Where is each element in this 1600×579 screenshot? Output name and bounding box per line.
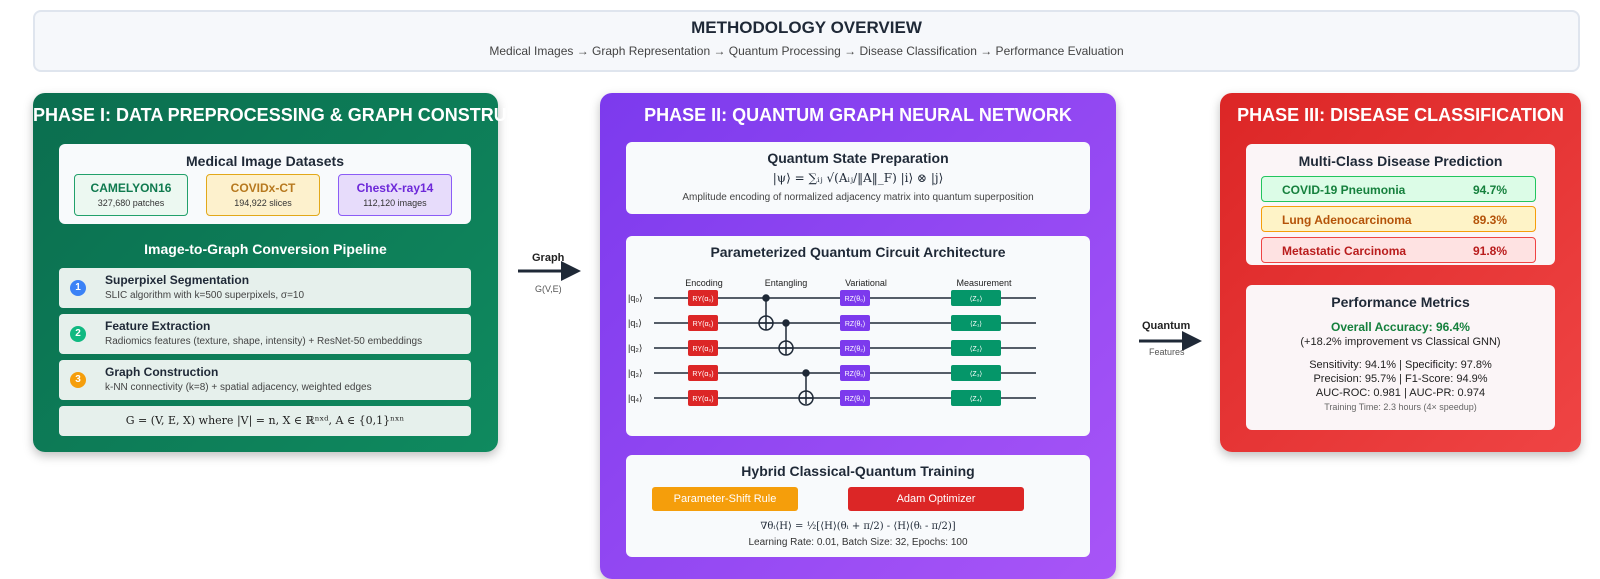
- metric-line: Sensitivity: 94.1% | Specificity: 97.8%: [1309, 359, 1492, 371]
- measurement-gate-label: ⟨Z₀⟩: [969, 296, 983, 303]
- quantum-circuit: [626, 236, 1090, 436]
- graph-formula: G = (V, E, X) where |V| = n, X ∈ ℝⁿˣᵈ, A ∈ {0,1}ⁿˣⁿ: [59, 406, 471, 436]
- qubit-row: [628, 340, 1036, 356]
- phase1-title: PHASE I: DATA PREPROCESSING & GRAPH CONSTRUCTION: [33, 105, 563, 125]
- dataset-count: 194,922 slices: [234, 198, 292, 208]
- parameter-shift-button[interactable]: Parameter-Shift Rule: [652, 487, 798, 511]
- qubit-label: |q₂⟩: [628, 343, 643, 353]
- prediction-metastatic: [1261, 237, 1536, 263]
- step-feature-extraction: [59, 314, 471, 354]
- stage-label: Measurement: [956, 278, 1012, 288]
- metrics-card: [1246, 285, 1555, 430]
- qubit-row: [628, 390, 1036, 406]
- overview-title: METHODOLOGY OVERVIEW: [691, 18, 922, 37]
- prediction-lung: [1261, 206, 1536, 232]
- prediction-title: Multi-Class Disease Prediction: [1298, 153, 1503, 169]
- variational-gate-label: RZ(θ₄): [844, 396, 866, 403]
- pipeline-title: Image-to-Graph Conversion Pipeline: [144, 241, 387, 257]
- encoding-gate-label: RY(α₁): [692, 321, 714, 328]
- dataset-name: COVIDx-CT: [230, 181, 296, 195]
- measurement-gate-label: ⟨Z₂⟩: [969, 346, 983, 353]
- arrow2-label: Quantum: [1142, 320, 1191, 332]
- dataset-name: CAMELYON16: [90, 181, 172, 195]
- variational-gate-label: RZ(θ₃): [844, 371, 866, 378]
- state-prep-card: [626, 142, 1090, 214]
- qubit-label: |q₀⟩: [628, 293, 643, 303]
- step-superpixel: [59, 268, 471, 308]
- stage-label: Encoding: [685, 278, 723, 288]
- qubit-row: [628, 315, 1036, 331]
- training-card: [626, 455, 1090, 557]
- prediction-label: COVID-19 Pneumonia: [1282, 183, 1406, 197]
- dataset-chestxray: [338, 174, 452, 216]
- overview-subtitle: Medical Images → Graph Representation → Quantum Processing → Disease Classification → Performance Evaluation: [489, 44, 1124, 58]
- dataset-count: 327,680 patches: [97, 198, 165, 208]
- dataset-camelyon: [74, 174, 188, 216]
- cnot-gates: [759, 295, 813, 405]
- step-desc: k-NN connectivity (k=8) + spatial adjacency, weighted edges: [105, 382, 372, 393]
- step-title: Superpixel Segmentation: [105, 273, 250, 287]
- datasets-title: Medical Image Datasets: [186, 153, 344, 169]
- prediction-card: [1246, 144, 1555, 265]
- phase3-title: PHASE III: DISEASE CLASSIFICATION: [1237, 105, 1564, 125]
- stage-label: Entangling: [764, 278, 808, 288]
- state-prep-title: Quantum State Preparation: [767, 150, 949, 166]
- step-number-badge: 3: [70, 372, 86, 388]
- prediction-covid: [1261, 176, 1536, 202]
- step-number-badge: 1: [70, 280, 86, 296]
- measurement-gate-label: ⟨Z₁⟩: [969, 321, 983, 328]
- prediction-value: 94.7%: [1472, 183, 1507, 197]
- training-time: Training Time: 2.3 hours (4× speedup): [1324, 402, 1477, 412]
- encoding-gate-label: RY(α₄): [692, 396, 714, 403]
- step-number-badge: 2: [70, 326, 86, 342]
- step-desc: SLIC algorithm with k=500 superpixels, σ=10: [105, 290, 305, 301]
- dataset-count: 112,120 images: [363, 198, 427, 208]
- step-title: Graph Construction: [105, 365, 219, 379]
- dataset-name: ChestX-ray14: [356, 181, 434, 195]
- dataset-covidx: [206, 174, 320, 216]
- hyperparameters: Learning Rate: 0.01, Batch Size: 32, Epochs: 100: [748, 537, 968, 548]
- prediction-label: Lung Adenocarcinoma: [1282, 213, 1412, 227]
- encoding-gate-label: RY(α₃): [692, 371, 714, 378]
- arrow1-sub: G(V,E): [535, 284, 562, 294]
- measurement-gate-label: ⟨Z₃⟩: [969, 371, 983, 378]
- step-title: Feature Extraction: [105, 319, 211, 333]
- methodology-overview: [33, 10, 1580, 72]
- qubit-label: |q₃⟩: [628, 368, 643, 378]
- stage-label: Variational: [845, 278, 887, 288]
- variational-gate-label: RZ(θ₁): [844, 321, 866, 328]
- prediction-label: Metastatic Carcinoma: [1282, 244, 1407, 258]
- phase2-panel: [600, 93, 1116, 579]
- qubit-row: [628, 290, 1036, 306]
- arrow2-sub: Features: [1149, 347, 1185, 357]
- arrow1-label: Graph: [532, 252, 565, 264]
- encoding-gate-label: RY(α₀): [692, 296, 714, 303]
- gradient-formula: ∇θᵢ⟨H⟩ = ½[⟨H⟩(θᵢ + π/2) - ⟨H⟩(θᵢ - π/2)]: [760, 521, 956, 532]
- state-formula: |ψ⟩ = ∑ᵢⱼ √(Aᵢⱼ/‖A‖_F) |i⟩ ⊗ |j⟩: [772, 171, 944, 185]
- prediction-value: 89.3%: [1472, 213, 1507, 227]
- circuit-title: Parameterized Quantum Circuit Architecture: [710, 244, 1006, 260]
- measurement-gate-label: ⟨Z₄⟩: [969, 396, 983, 403]
- improvement-note: (+18.2% improvement vs Classical GNN): [1300, 336, 1501, 348]
- metric-line: Precision: 95.7% | F1-Score: 94.9%: [1313, 373, 1488, 385]
- variational-gate-label: RZ(θ₀): [844, 296, 866, 303]
- metrics-title: Performance Metrics: [1331, 294, 1470, 310]
- phase3-panel: [1220, 93, 1581, 452]
- variational-gate-label: RZ(θ₂): [844, 346, 866, 353]
- phase2-title: PHASE II: QUANTUM GRAPH NEURAL NETWORK: [644, 105, 1072, 125]
- overall-accuracy: Overall Accuracy: 96.4%: [1331, 320, 1470, 334]
- circuit-card: [626, 236, 1090, 436]
- prediction-value: 91.8%: [1472, 244, 1507, 258]
- step-desc: Radiomics features (texture, shape, intensity) + ResNet-50 embeddings: [105, 336, 423, 347]
- datasets-card: [59, 144, 471, 224]
- encoding-gate-label: RY(α₂): [692, 346, 714, 353]
- training-title: Hybrid Classical-Quantum Training: [741, 463, 975, 479]
- qubit-label: |q₁⟩: [628, 318, 642, 328]
- metric-line: AUC-ROC: 0.981 | AUC-PR: 0.974: [1315, 387, 1486, 399]
- qubit-label: |q₄⟩: [628, 393, 643, 403]
- state-desc: Amplitude encoding of normalized adjacency matrix into quantum superposition: [682, 192, 1034, 203]
- step-graph-construction: [59, 360, 471, 400]
- adam-optimizer-button[interactable]: Adam Optimizer: [848, 487, 1024, 511]
- qubit-row: [628, 365, 1036, 381]
- phase1-panel: [33, 93, 563, 452]
